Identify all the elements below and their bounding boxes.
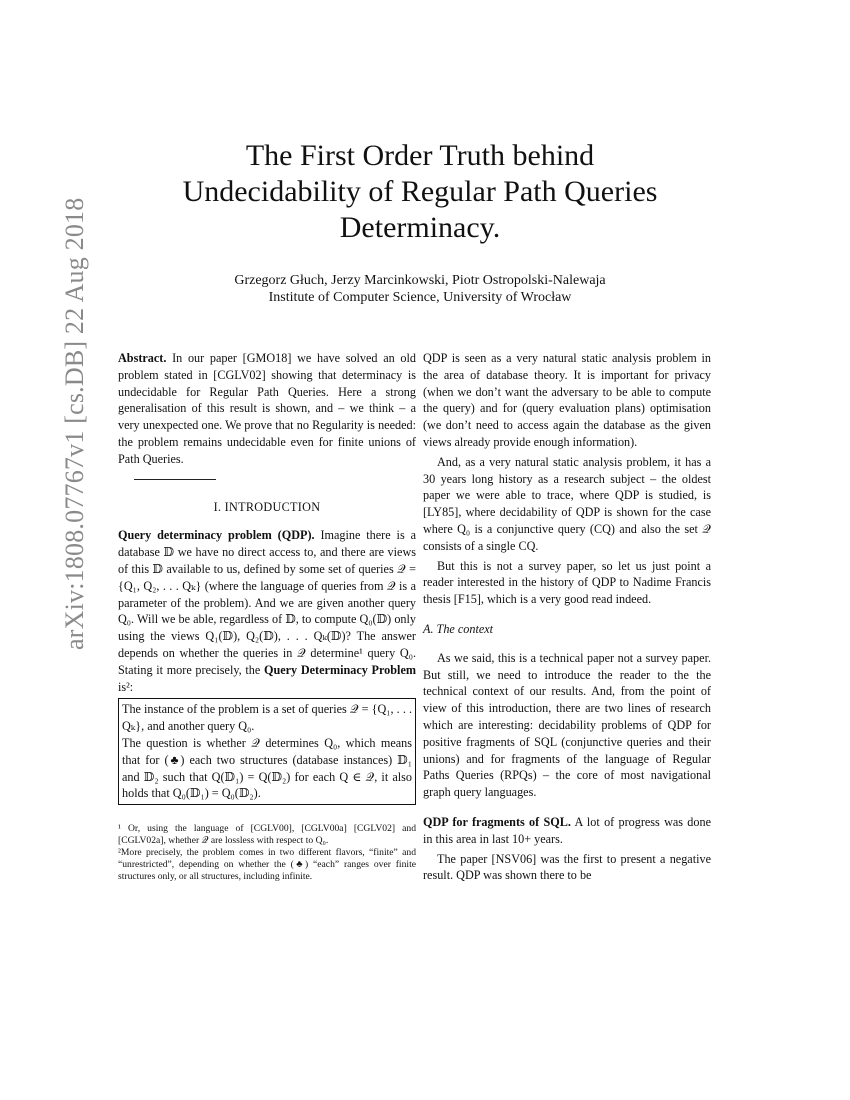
sql-fragments-text: A lot of progress was done in this area in last 10+ years. [423,814,711,846]
intro-paragraph-1 [118,527,416,695]
qdp-problem-term: Query Determinacy Problem [263,662,417,677]
definition-line-1: The instance of the problem is a set of queries 𝒬 = {Q₁, . . . Qₖ}, and another query Q₀. [122,702,412,734]
author-block [100,272,740,306]
affiliation: Institute of Computer Science, University of Wrocław [268,290,572,305]
abstract-divider [134,479,216,480]
right-paragraph-1: QDP is seen as a very natural static analysis problem in the area of database theory. It is important for privacy (when we don’t want the adversary to be able to compute the query) and for (query evaluation plans) optimisation (we don’t need to access again the database as the given views already provide enough information). [423,351,711,449]
right-paragraph-2: And, as a very natural static analysis problem, it has a 30 years long history as a research subject – the oldest paper we were able to trace, where QDP is studied, is [LY85], where decidability of QDP is shown for the case where Q₀ is a conjunctive query (CQ) and also the set 𝒬 consists of a single CQ. [423,454,711,553]
abstract [118,350,416,468]
authors: Grzegorz Głuch, Jerzy Marcinkowski, Piotr Ostropolski-Nalewaja [234,273,606,288]
footnote-2: ²More precisely, the problem comes in two different flavors, “finite” and “unrestricted”, depending on whether the (♣) “each” ranges over finite structures only, or all structures, including infinite. [118,847,416,883]
right-column [423,350,711,884]
abstract-text: In our paper [GMO18] we have solved an old problem stated in [CGLV02] showing that determinacy is undecidable for Regular Path Queries. Here a strong generalisation of this result is shown, and – we think – a very unexpected one. We prove that no Regularity is needed: the problem remains undecidable even for finite unions of Path Queries. [118,351,416,466]
footnote-1: ¹ Or, using the language of [CGLV00], [CGLV00a] [CGLV02] and [CGLV02a], whether 𝒬 are lossless with respect to Q₀. [118,823,416,847]
subsection-heading-context: A. The context [423,621,494,636]
intro-end: is²: [118,679,134,694]
title-line-3: Determinacy. [339,211,501,244]
sql-fragments-label: QDP for fragments of SQL. [423,814,571,829]
right-paragraph-5 [423,814,711,848]
problem-definition-box [118,698,416,805]
intro-text: Imagine there is a database 𝔻 we have no direct access to, and there are views of this 𝔻 available to us, defined by some set of queries 𝒬 = {Q₁, Q₂, . . . Qₖ} (where the language of queries from 𝒬 is a parameter of the problem). And we are given another query Q₀. Will we be able, regardless of 𝔻, to compute Q₀(𝔻) only using the views Q₁(𝔻), Q₂(𝔻), . . . Qₖ(𝔻)? The answer depends on whether the queries in 𝒬 determine¹ query Q₀. Stating it more precisely, the [118,528,416,677]
qdp-label: Query determinacy problem (QDP). [118,528,315,543]
footnotes [118,823,416,883]
arxiv-identifier: arXiv:1808.07767v1 [cs.DB] 22 Aug 2018 [60,197,89,650]
paper-title [100,138,740,246]
title-line-2: Undecidability of Regular Path Queries [182,175,658,208]
left-column [118,350,416,883]
title-line-1: The First Order Truth behind [245,139,595,172]
abstract-label: Abstract. [118,351,167,365]
right-paragraph-3: But this is not a survey paper, so let us just point a reader interested in the history of QDP to Nadime Francis thesis [F15], which is a very good read indeed. [423,558,711,607]
right-paragraph-6: The paper [NSV06] was the first to present a negative result. QDP was shown there to be [423,851,711,883]
right-paragraph-4: As we said, this is a technical paper not a survey paper. But still, we need to introduce the reader to the the technical context of our results. And, from the point of view of this introduction, there are two lines of research which are interesting: decidability problems of QDP for positive fragments of SQL (conjunctive queries and their unions) and for fragments of the language of Regular Paths Queries (RPQs) – the core of most navigational graph query languages. [423,650,711,800]
section-heading-introduction: I. INTRODUCTION [213,499,321,514]
definition-line-2: The question is whether 𝒬 determines Q₀, which means that for (♣) each two structures (database instances) 𝔻₁ and 𝔻₂ such that Q(𝔻₁) = Q(𝔻₂) for each Q ∈ 𝒬, it also holds that Q₀(𝔻₁) = Q₀(𝔻₂). [122,735,412,801]
